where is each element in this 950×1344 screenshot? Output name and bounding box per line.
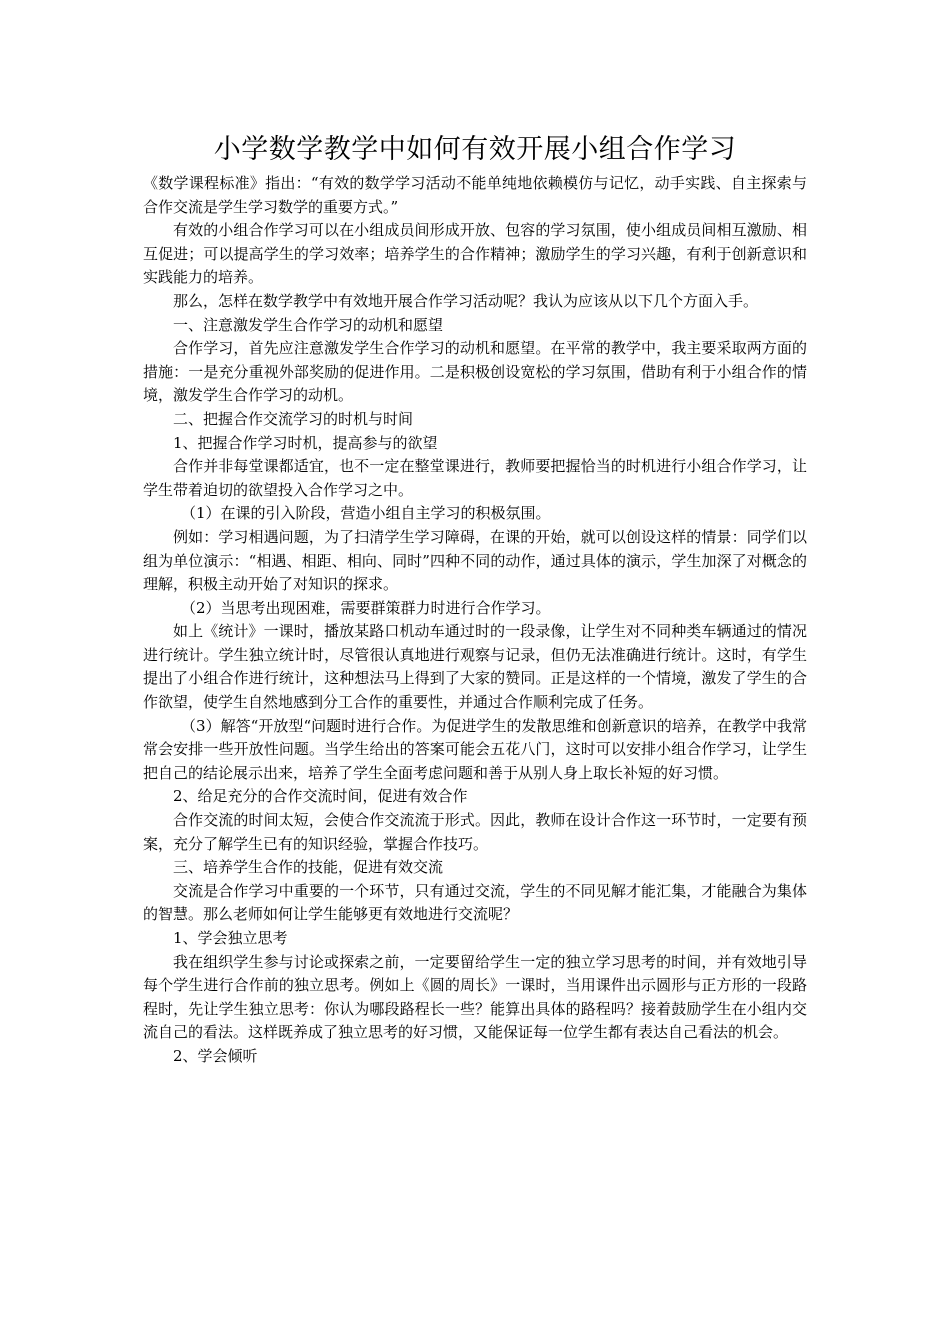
document-page (143, 128, 807, 1069)
paragraph: 合作并非每堂课都适宜，也不一定在整堂课进行，教师要把握恰当的时机进行小组合作学习，让学生带着迫切的欲望投入合作学习之中。 (143, 457, 807, 499)
paragraph: 有效的小组合作学习可以在小组成员间形成开放、包容的学习氛围，使小组成员间相互激励、相互促进；可以提高学生的学习效率；培养学生的合作精神；激励学生的学习兴趣，有利于创新意识和实践能力的培养。 (143, 221, 807, 287)
paragraph: 交流是合作学习中重要的一个环节，只有通过交流，学生的不同见解才能汇集，才能融合为集体的智慧。那么老师如何让学生能够更有效地进行交流呢？ (143, 881, 807, 924)
paragraph: 三、培养学生合作的技能，促进有效交流 (173, 858, 444, 877)
paragraph: （1）在课的引入阶段，营造小组自主学习的积极氛围。 (181, 504, 551, 523)
document-title: 小学数学教学中如何有效开展小组合作学习 (213, 134, 737, 165)
paragraph: （2）当思考出现困难，需要群策群力时进行合作学习。 (181, 598, 551, 617)
document-body (143, 172, 807, 1069)
paragraph: 2、学会倾听 (173, 1046, 258, 1065)
paragraph: 2、给足充分的合作交流时间，促进有效合作 (173, 787, 468, 806)
paragraph: 二、把握合作交流学习的时机与时间 (173, 409, 414, 428)
paragraph: （3）解答“开放型“问题时进行合作。为促进学生的发散思维和创新意识的培养，在教学中我常常会安排一些开放性问题。当学生给出的答案可能会五花八门，这时可以安排小组合作学习，让学生把自己的结论展示出来，培养了学生全面考虑问题和善于从别人身上取长补短的好习惯。 (143, 716, 807, 782)
paragraph: 合作交流的时间太短，会使合作交流流于形式。因此，教师在设计合作这一环节时，一定要有预案，充分了解学生已有的知识经验，掌握合作技巧。 (143, 811, 807, 853)
paragraph: 1、学会独立思考 (173, 929, 288, 947)
paragraph: 一、注意激发学生合作学习的动机和愿望 (173, 315, 444, 334)
paragraph: 如上《统计》一课时，播放某路口机动车通过时的一段录像，让学生对不同种类车辆通过的情况进行统计。学生独立统计时，尽管很认真地进行观察与记录，但仍无法准确进行统计。这时，有学生提出了小组合作进行统计，这种想法马上得到了大家的赞同。正是这样的一个情境，激发了学生的合作欲望，使学生自然地感到分工合作的重要性，并通过合作顺利完成了任务。 (143, 622, 807, 712)
paragraph: 《数学课程标准》指出：“有效的数学学习活动不能单纯地依赖模仿与记忆，动手实践、自主探索与合作交流是学生学习数学的重要方式。” (143, 174, 807, 216)
paragraph: 例如：学习相遇问题，为了扫清学生学习障碍，在课的开始，就可以创设这样的情景：同学们以组为单位演示：“相遇、相距、相向、同时”四种不同的动作，通过具体的演示，学生加深了对概念的理解，积极主动开始了对知识的探求。 (143, 527, 807, 594)
paragraph: 我在组织学生参与讨论或探索之前，一定要留给学生一定的独立学习思考的时间，并有效地引导每个学生进行合作前的独立思考。例如上《圆的周长》一课时，当用课件出示圆形与正方形的一段路程时，先让学生独立思考：你认为哪段路程长一些？能算出具体的路程吗？接着鼓励学生在小组内交流自己的看法。这样既养成了独立思考的好习惯，又能保证每一位学生都有表达自己看法的机会。 (143, 952, 807, 1042)
paragraph: 1、把握合作学习时机，提高参与的欲望 (173, 433, 438, 452)
paragraph: 合作学习，首先应注意激发学生合作学习的动机和愿望。在平常的教学中，我主要采取两方面的措施：一是充分重视外部奖励的促进作用。二是积极创设宽松的学习氛围，借助有利于小组合作的情境，激发学生合作学习的动机。 (143, 339, 807, 405)
paragraph: 那么，怎样在数学教学中有效地开展合作学习活动呢？我认为应该从以下几个方面入手。 (173, 291, 759, 310)
